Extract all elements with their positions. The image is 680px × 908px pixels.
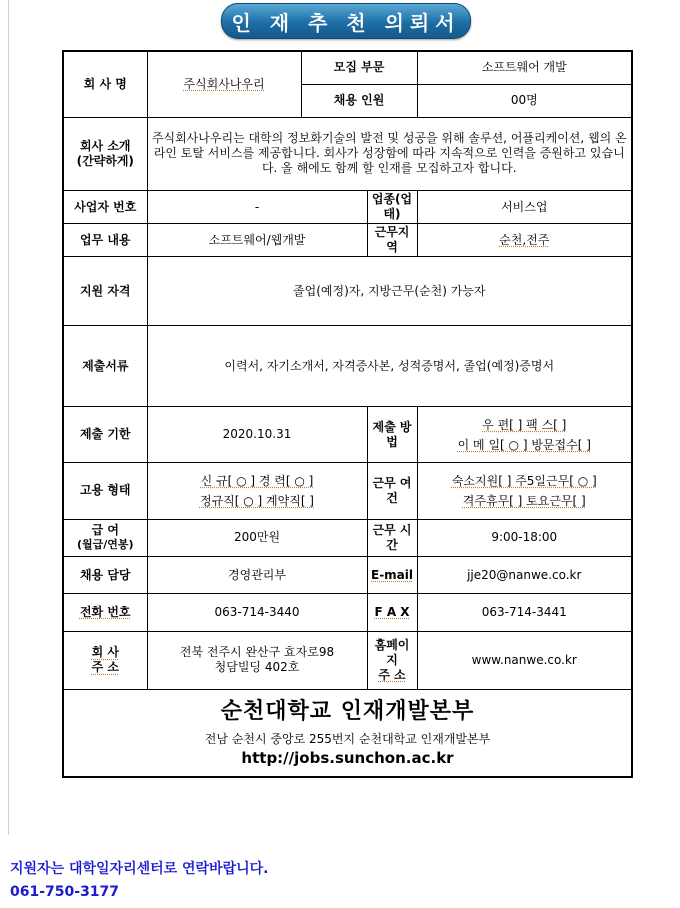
duty-label: 업무 내용 [63, 224, 147, 257]
deadline-value: 2020.10.31 [147, 407, 367, 463]
qual-label: 지원 자격 [63, 257, 147, 326]
address-value: 전북 전주시 완산구 효자로98 청담빌딩 402호 [147, 631, 367, 689]
cond-label: 근무 여건 [367, 463, 417, 519]
row-deadline [63, 407, 632, 463]
intro-text: 주식회사나우리는 대학의 정보화기술의 발전 및 성공을 위해 솔루션, 어플리케이션, 웹의 온라인 토탈 서비스를 제공합니다. 회사가 성장함에 따라 지속적으로 인력을 증원하고 있습니다. 올 해에도 함께 할 인재를 모집하고자 합니다. [147, 118, 632, 191]
biz-no-label: 사업자 번호 [63, 190, 147, 223]
footer-org: 순천대학교 인재개발본부 [220, 699, 475, 725]
row-address [63, 631, 632, 689]
hours-label: 근무 시간 [367, 519, 417, 556]
hours-value: 9:00-18:00 [417, 519, 632, 556]
fax-label: F A X [367, 594, 417, 631]
row-phone [63, 594, 632, 631]
dept-value: 소프트웨어 개발 [417, 51, 632, 84]
address-label: 회 사 주 소 [63, 631, 147, 689]
row-footer [63, 690, 632, 777]
industry-value: 서비스업 [417, 190, 632, 223]
page-title-text: 인 재 추 천 의뢰서 [231, 10, 461, 35]
row-docs [63, 326, 632, 407]
method-options: 우 편[ ] 팩 스[ ] 이 메 일[ ○ ] 방문접수[ ] [417, 407, 632, 463]
company-name-value: 주식회사나우리 [147, 51, 301, 118]
headcount-value: 00명 [417, 84, 632, 117]
footer-block [63, 690, 632, 777]
phone-value: 063-714-3440 [147, 594, 367, 631]
salary-label: 급 여 (월급/연봉) [63, 519, 147, 556]
emp-type-label: 고용 형태 [63, 463, 147, 519]
recommendation-form [62, 50, 633, 778]
contact-message: 지원자는 대학일자리센터로 연락바랍니다. [10, 861, 269, 877]
homepage-value[interactable]: www.nanwe.co.kr [417, 631, 632, 689]
location-value: 순천,전주 [417, 224, 632, 257]
cond-options: 숙소지원[ ] 주5일근무[ ○ ] 격주휴무[ ] 토요근무[ ] [417, 463, 632, 519]
row-intro [63, 118, 632, 191]
manager-value: 경영관리부 [147, 556, 367, 593]
row-employment [63, 463, 632, 519]
row-bizno [63, 190, 632, 223]
deadline-label: 제출 기한 [63, 407, 147, 463]
row-company [63, 51, 632, 84]
location-label: 근무지역 [367, 224, 417, 257]
homepage-label: 홈페이지 주 소 [367, 631, 417, 689]
industry-label: 업종(업태) [367, 190, 417, 223]
duty-value: 소프트웨어/웹개발 [147, 224, 367, 257]
method-label: 제출 방법 [367, 407, 417, 463]
row-manager [63, 556, 632, 593]
row-salary [63, 519, 632, 556]
email-label: E-mail [367, 556, 417, 593]
qual-value: 졸업(예정)자, 지방근무(순천) 가능자 [147, 257, 632, 326]
phone-label: 전화 번호 [63, 594, 147, 631]
emp-type-options: 신 규[ ○ ] 경 력[ ○ ] 정규직[ ○ ] 계약직[ ] [147, 463, 367, 519]
page-title [221, 3, 471, 39]
dept-label: 모집 부문 [301, 51, 417, 84]
email-value[interactable]: jje20@nanwe.co.kr [417, 556, 632, 593]
docs-label: 제출서류 [63, 326, 147, 407]
company-name-label: 회 사 명 [63, 51, 147, 118]
manager-label: 채용 담당 [63, 556, 147, 593]
docs-value: 이력서, 자기소개서, 자격증사본, 성적증명서, 졸업(예정)증명서 [147, 326, 632, 407]
salary-value: 200만원 [147, 519, 367, 556]
left-border-line [8, 0, 9, 835]
fax-value: 063-714-3441 [417, 594, 632, 631]
row-duty [63, 224, 632, 257]
row-qualification [63, 257, 632, 326]
biz-no-value: - [147, 190, 367, 223]
headcount-label: 채용 인원 [301, 84, 417, 117]
footer-url[interactable]: http://jobs.sunchon.ac.kr [241, 748, 454, 767]
intro-label: 회사 소개 (간략하게) [63, 118, 147, 191]
contact-phone: 061-750-3177 [10, 884, 120, 900]
footer-address: 전남 순천시 중앙로 255번지 순천대학교 인재개발본부 [204, 731, 491, 746]
